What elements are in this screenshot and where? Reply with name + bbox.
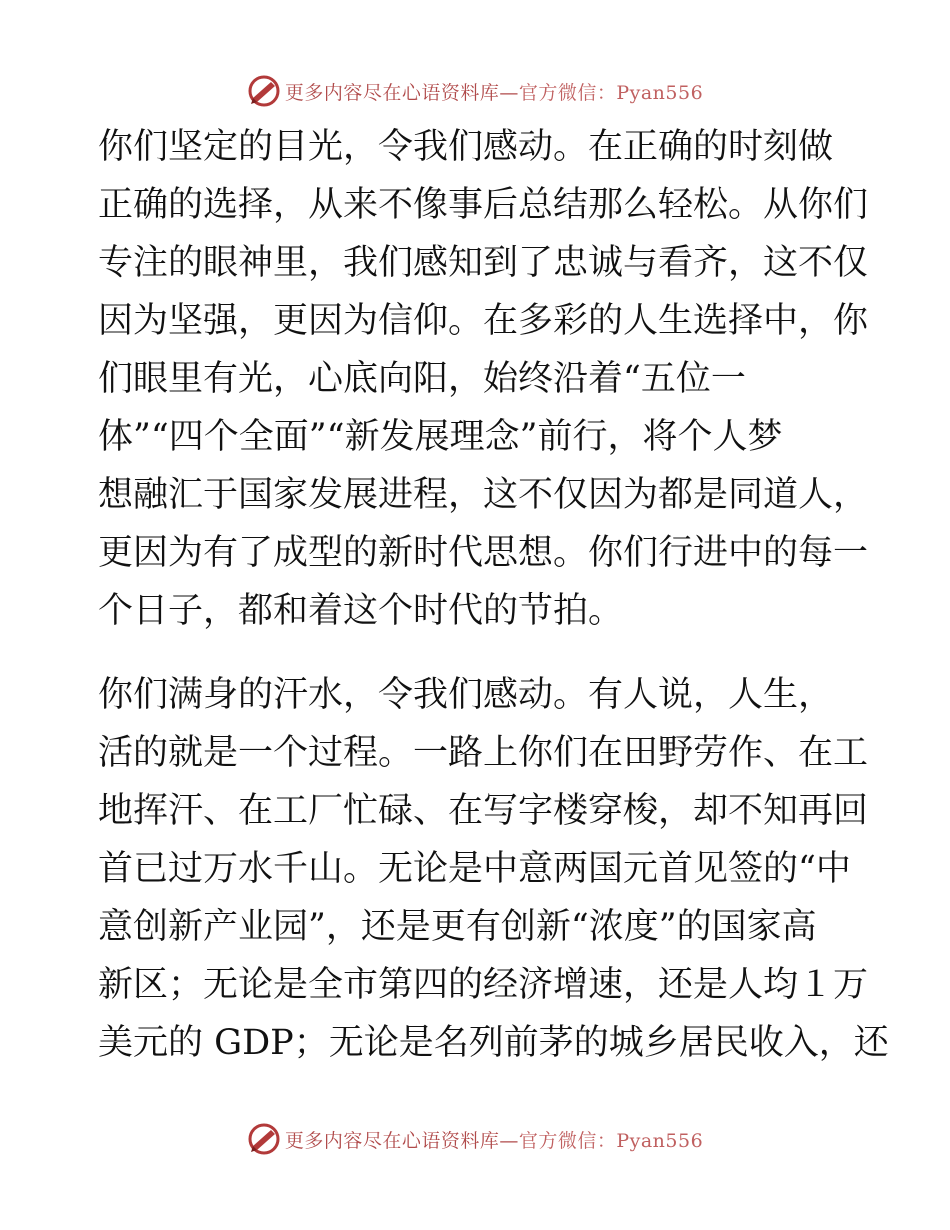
paragraph-line: 们眼里有光，心底向阳，始终沿着“五位一 (98, 359, 746, 399)
paragraph-1 (98, 118, 869, 640)
paragraph-line: 想融汇于国家发展进程，这不仅因为都是同道人， (98, 475, 869, 515)
header-banner-contact: 官方微信：Pyan556 (518, 81, 704, 104)
paragraph-line: 新区；无论是全市第四的经济增速，还是人均１万 (98, 965, 869, 1005)
paragraph-line: 你们坚定的目光，令我们感动。在正确的时刻做 (98, 127, 834, 167)
paragraph-2 (98, 666, 889, 1072)
paragraph-line: 因为坚强，更因为信仰。在多彩的人生选择中，你 (98, 301, 869, 341)
pen-logo-icon (247, 1122, 281, 1156)
paragraph-line: 体”“四个全面”“新发展理念”前行，将个人梦 (98, 417, 783, 457)
paragraph-line: 正确的选择，从来不像事后总结那么轻松。从你们 (98, 185, 869, 225)
header-banner-main: 更多内容尽在心语资料库— (284, 81, 519, 104)
paragraph-line: 活的就是一个过程。一路上你们在田野劳作、在工 (98, 733, 869, 773)
header-banner-text (285, 78, 703, 105)
header-banner (0, 74, 950, 108)
paragraph-line: 美元的 GDP；无论是名列前茅的城乡居民收入，还 (98, 1023, 889, 1063)
pen-logo-icon (247, 74, 281, 108)
paragraph-line: 地挥汗、在工厂忙碌、在写字楼穿梭，却不知再回 (98, 791, 869, 831)
footer-banner-main: 更多内容尽在心语资料库— (284, 1129, 519, 1152)
paragraph-line: 更因为有了成型的新时代思想。你们行进中的每一 (98, 533, 869, 573)
document-body (98, 118, 889, 1072)
paragraph-line: 专注的眼神里，我们感知到了忠诚与看齐，这不仅 (98, 243, 869, 283)
paragraph-line: 首已过万水千山。无论是中意两国元首见签的“中 (98, 849, 851, 889)
paragraph-gap (98, 640, 858, 666)
footer-banner (0, 1122, 950, 1156)
paragraph-line: 你们满身的汗水，令我们感动。有人说，人生， (98, 675, 834, 715)
paragraph-line: 意创新产业园”，还是更有创新“浓度”的国家高 (98, 907, 817, 947)
paragraph-line: 个日子，都和着这个时代的节拍。 (98, 591, 624, 631)
footer-banner-text (285, 1126, 703, 1153)
footer-banner-contact: 官方微信：Pyan556 (518, 1129, 704, 1152)
